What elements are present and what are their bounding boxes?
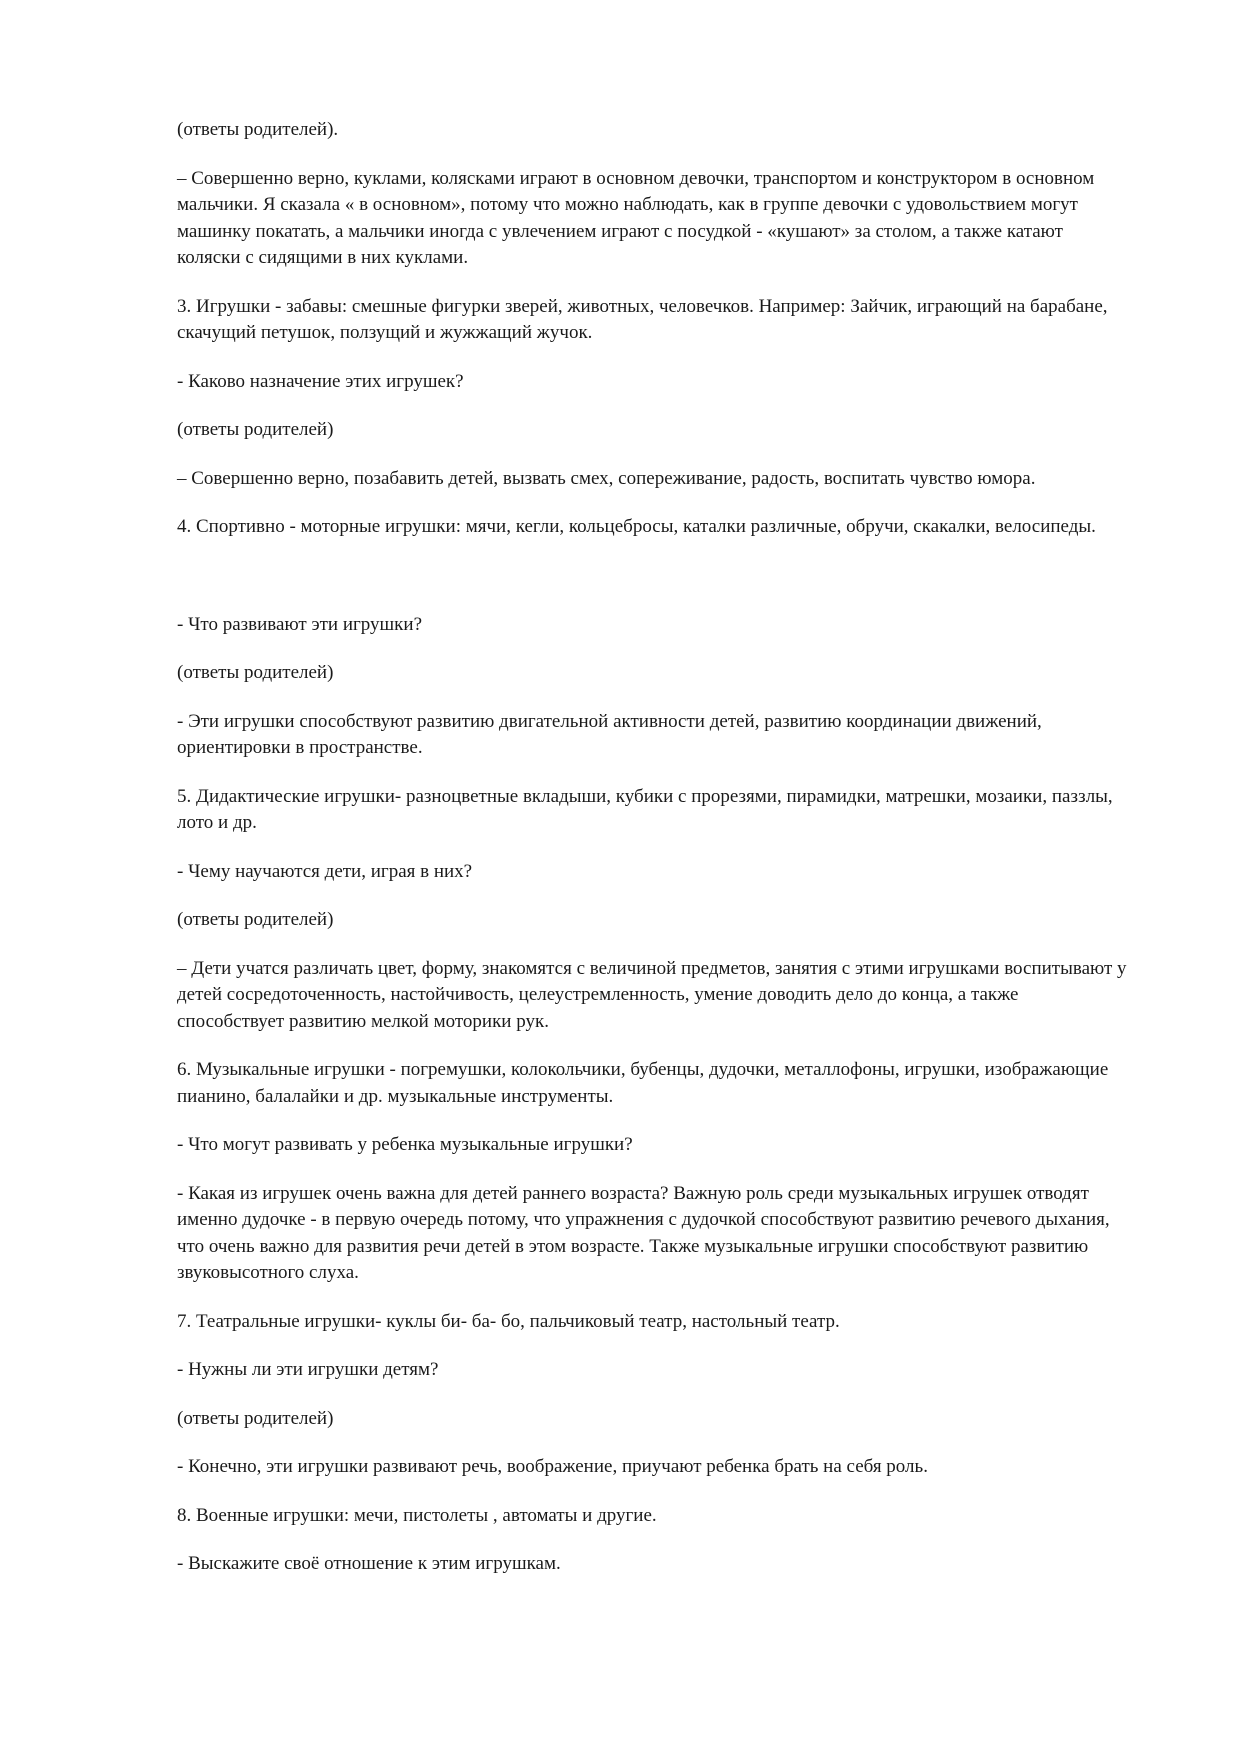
paragraph-musical-toys: 6. Музыкальные игрушки - погремушки, колокольчики, бубенцы, дудочки, металлофоны, игрушки, изображающие пианино, балалайки и др. музыкальные инструменты. bbox=[177, 1059, 1109, 1107]
paragraph-parents-answers: (ответы родителей) bbox=[177, 909, 334, 930]
paragraph-parents-answers: (ответы родителей) bbox=[177, 1407, 334, 1429]
paragraph-theatre-toys: 7. Театральные игрушки- куклы би- ба- бо, пальчиковый театр, настольный театр. bbox=[177, 1310, 840, 1332]
paragraph-didactic-toys: 5. Дидактические игрушки- разноцветные вкладыши, кубики с прорезями, пирамидки, матрешки, мозаики, паззлы, лото и др. bbox=[177, 785, 1113, 833]
paragraph-fun-toys-question: - Каково назначение этих игрушек? bbox=[177, 370, 464, 392]
paragraph-military-toys: 8. Военные игрушки: мечи, пистолеты , автоматы и другие. bbox=[177, 1504, 657, 1526]
paragraph-theatre-toys-answer: - Конечно, эти игрушки развивают речь, воображение, приучают ребенка брать на себя роль. bbox=[177, 1456, 928, 1477]
paragraph-musical-toys-question: - Что могут развивать у ребенка музыкальные игрушки? bbox=[177, 1134, 633, 1155]
paragraph-dolls-answer: – Совершенно верно, куклами, колясками играют в основном девочки, транспортом и конструктором в основном мальчики. Я сказала « в основном», потому что можно наблюдать, как в группе девочки с удовольствием могут машинку покатать, а мальчики иногда с увлечением играют с посудкой - «кушают» за столом, а также катают коляски с сидящими в них куклами. bbox=[177, 167, 1095, 268]
document-body bbox=[177, 117, 1127, 1578]
paragraph-didactic-toys-question: - Чему научаются дети, играя в них? bbox=[177, 860, 473, 882]
paragraph-sport-toys-question: - Что развивают эти игрушки? bbox=[177, 613, 423, 635]
paragraph-fun-toys-answer: – Совершенно верно, позабавить детей, вызвать смех, сопереживание, радость, воспитать чувство юмора. bbox=[177, 467, 1036, 489]
paragraph-sport-toys: 4. Спортивно - моторные игрушки: мячи, кегли, кольцебросы, каталки различные, обручи, скакалки, велосипеды. bbox=[177, 516, 1096, 537]
paragraph-theatre-toys-question: - Нужны ли эти игрушки детям? bbox=[177, 1359, 439, 1380]
paragraph-musical-toys-answer: - Какая из игрушек очень важна для детей раннего возраста? Важную роль среди музыкальных игрушек отводят именно дудочке - в первую очередь потому, что упражнения с дудочкой способствуют развитию речевого дыхания, что очень важно для развития речи детей в этом возрасте. Также музыкальные игрушки способствуют развитию звуковысотного слуха. bbox=[177, 1182, 1110, 1283]
paragraph-fun-toys: 3. Игрушки - забавы: смешные фигурки зверей, животных, человечков. Например: Зайчик, играющий на барабане, скачущий петушок, ползущий и жужжащий жучок. bbox=[177, 295, 1108, 343]
paragraph-didactic-toys-answer: – Дети учатся различать цвет, форму, знакомятся с величиной предметов, занятия с этими игрушками воспитывают у детей сосредоточенность, настойчивость, целеустремленность, умение доводить дело до конца, а также способствует развитию мелкой моторики рук. bbox=[177, 957, 1127, 1032]
paragraph-military-toys-question: - Выскажите своё отношение к этим игрушкам. bbox=[177, 1553, 561, 1574]
paragraph-parents-answers: (ответы родителей) bbox=[177, 662, 334, 683]
paragraph-parents-answers: (ответы родителей) bbox=[177, 419, 334, 440]
paragraph-sport-toys-answer: - Эти игрушки способствуют развитию двигательной активности детей, развитию координации движений, ориентировки в пространстве. bbox=[177, 710, 1042, 758]
blank-gap bbox=[177, 563, 1127, 612]
paragraph-parents-answers: (ответы родителей). bbox=[177, 119, 339, 140]
